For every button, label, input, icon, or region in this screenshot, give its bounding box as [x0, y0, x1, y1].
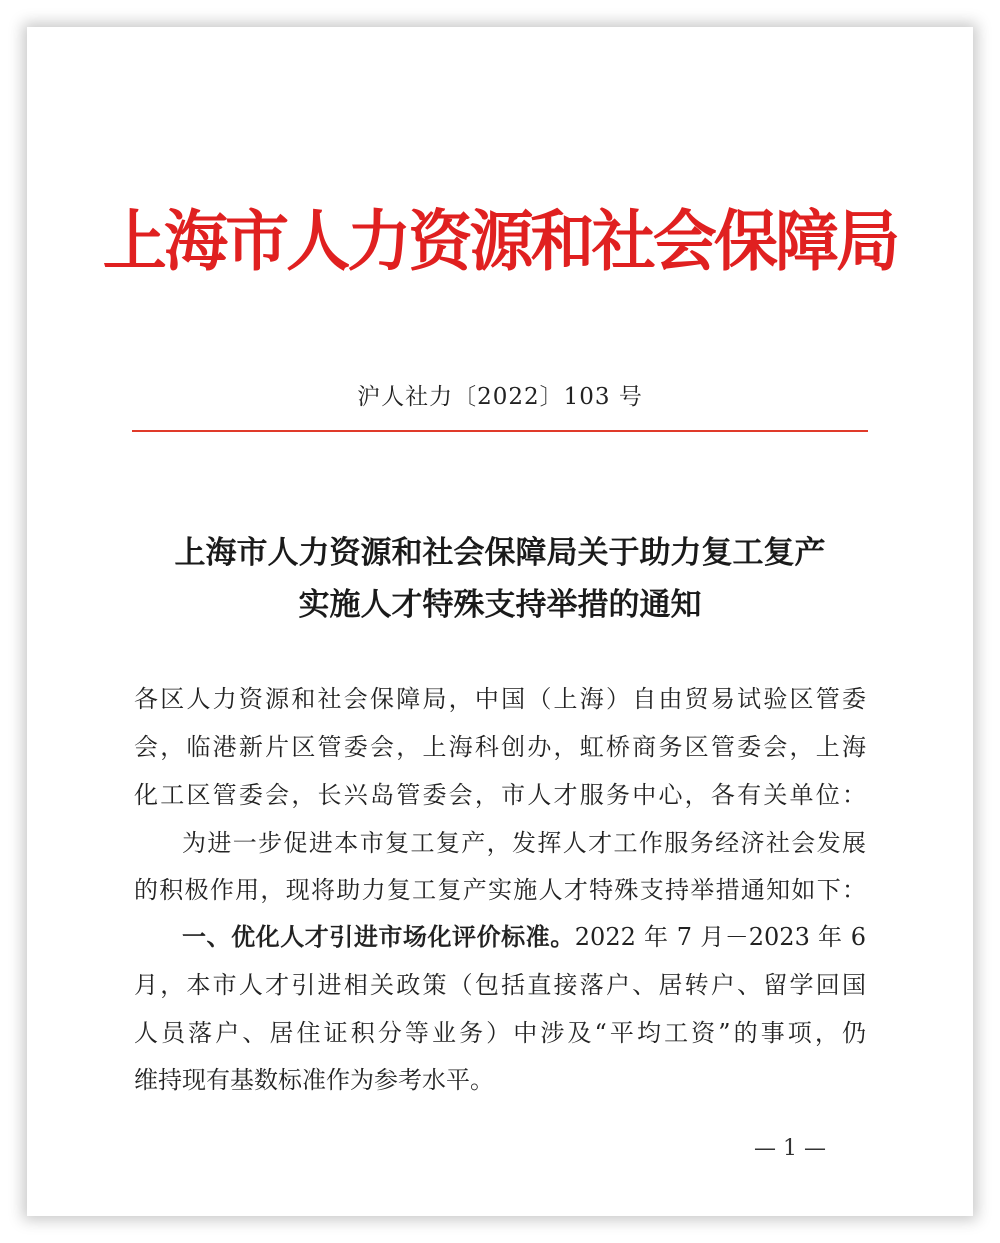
- recipients-line-2: 会，临港新片区管委会，上海科创办，虹桥商务区管委会，上海: [134, 733, 866, 761]
- document-title-line-1: 上海市人力资源和社会保障局关于助力复工复产: [174, 535, 826, 571]
- letterhead-org-name: 上海市人力资源和社会保障局: [102, 202, 898, 280]
- section-1-line-4: 维持现有基数标准作为参考水平。: [134, 1066, 494, 1094]
- section-1-line-1: [182, 922, 867, 951]
- section-1-line-3: 人员落户、居住证积分等业务）中涉及“平均工资”的事项，仍: [134, 1019, 866, 1047]
- intro-line-2: 的积极作用，现将助力复工复产实施人才特殊支持举措通知如下：: [134, 876, 866, 904]
- section-1-date-range: 2022 年 7 月－2023 年 6: [574, 923, 867, 951]
- intro-line-1: 为进一步促进本市复工复产，发挥人才工作服务经济社会发展: [182, 829, 866, 857]
- document-title-line-2: 实施人才特殊支持举措的通知: [298, 587, 702, 623]
- recipients-line-1: 各区人力资源和社会保障局，中国（上海）自由贸易试验区管委: [134, 685, 866, 713]
- recipients-line-3: 化工区管委会，长兴岛管委会，市人才服务中心，各有关单位：: [134, 781, 866, 809]
- section-1-heading: 一、优化人才引进市场化评价标准。: [182, 922, 575, 951]
- page-number: — 1 —: [754, 1136, 826, 1161]
- red-divider-line: [132, 430, 868, 432]
- section-1-line-2: 月，本市人才引进相关政策（包括直接落户、居转户、留学回国: [134, 971, 866, 999]
- document-number: 沪人社力〔2022〕103 号: [357, 384, 643, 410]
